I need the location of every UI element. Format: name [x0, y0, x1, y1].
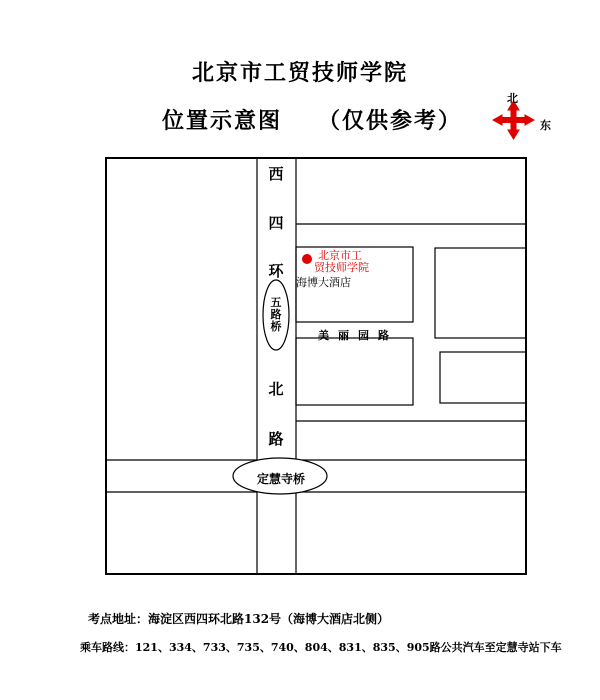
bridge-wulu-label: 五 路 桥	[270, 296, 282, 333]
school-label-line1: 北京市工	[318, 249, 362, 262]
address-text: 考点地址：海淀区西四环北路132号（海博大酒店北侧）	[88, 612, 390, 626]
compass-icon	[493, 101, 534, 139]
reference-note: （仅供参考）	[318, 108, 463, 134]
block-south	[296, 338, 413, 405]
road-label-char: 西	[268, 165, 284, 183]
school-label	[314, 249, 369, 274]
school-location-marker	[302, 254, 312, 264]
street-label: 美丽园路	[318, 329, 398, 342]
map-subtitle: 位置示意图	[162, 108, 283, 134]
block-east-upper	[435, 248, 526, 338]
road-label-char: 路	[268, 430, 284, 448]
compass-east-label: 东	[540, 119, 551, 132]
road-label-char: 北	[268, 380, 284, 398]
road-label-char: 四	[268, 214, 284, 232]
road-label-char: 环	[268, 262, 284, 280]
hotel-label: 海博大酒店	[296, 276, 351, 289]
block-east-lower	[440, 352, 526, 403]
compass-north-label: 北	[507, 92, 518, 105]
school-label-line2: 贸技师学院	[314, 261, 369, 274]
bridge-dinghuisi-label: 定慧寺桥	[256, 472, 305, 486]
map-frame	[106, 158, 526, 574]
map-title: 北京市工贸技师学院	[191, 60, 408, 86]
bus-routes-text: 乘车路线：121、334、733、735、740、804、831、835、905路公共汽车至定慧寺站下车	[80, 641, 562, 654]
